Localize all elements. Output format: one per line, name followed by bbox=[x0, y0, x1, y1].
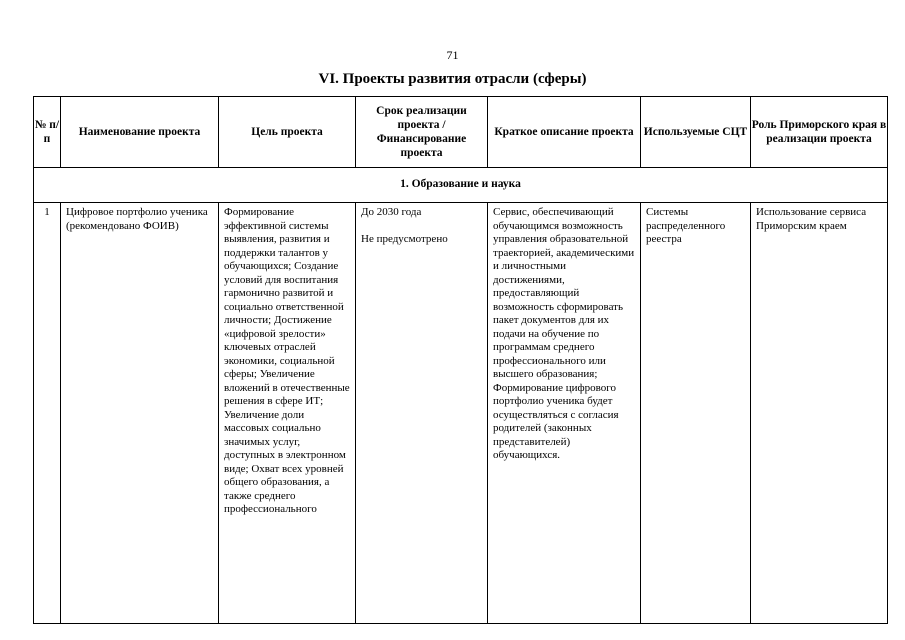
projects-table bbox=[33, 96, 888, 624]
header-name: Наименование проекта bbox=[61, 97, 219, 168]
page-number: 71 bbox=[446, 48, 459, 62]
header-goal: Цель проекта bbox=[219, 97, 356, 168]
cell-description bbox=[488, 203, 641, 624]
section-title: VI. Проекты развития отрасли (сферы) bbox=[318, 71, 587, 87]
project-name: Цифровое портфолио ученика (рекомендовано ФОИВ) bbox=[66, 206, 208, 232]
project-systems: Системы распределенного реестра bbox=[646, 206, 726, 245]
header-role: Роль Приморского края в реализации проекта bbox=[751, 97, 888, 168]
row-num: 1 bbox=[44, 206, 50, 218]
cell-name bbox=[61, 203, 219, 624]
header-deadline: Срок реализации проекта / Финансирование проекта bbox=[356, 97, 488, 168]
header-systems: Используемые СЦТ bbox=[641, 97, 751, 168]
project-description: Сервис, обеспечивающий обучающимся возможность управления образовательной траекторией, академическими и личностными достижениями, предоставляющий возможность сформировать пакет документов для их подачи на обучение по программам среднего профессионального или высшего образования; Формирование цифрового портфолио ученика будет осуществляться с согласия родителей (законных представителей) обучающихся. bbox=[493, 206, 635, 461]
project-deadline: До 2030 года bbox=[361, 206, 422, 218]
table-row bbox=[34, 203, 888, 624]
category-row bbox=[34, 168, 888, 203]
cell-deadline bbox=[356, 203, 488, 624]
header-description: Краткое описание проекта bbox=[488, 97, 641, 168]
project-financing: Не предусмотрено bbox=[361, 233, 448, 245]
header-num: № п/п bbox=[34, 97, 61, 168]
cell-num bbox=[34, 203, 61, 624]
cell-role bbox=[751, 203, 888, 624]
cell-systems bbox=[641, 203, 751, 624]
project-role: Использование сервиса Приморским краем bbox=[756, 206, 867, 232]
cell-goal bbox=[219, 203, 356, 624]
category-cell: 1. Образование и наука bbox=[34, 168, 888, 203]
table-header-row bbox=[34, 97, 888, 168]
project-goal: Формирование эффективной системы выявления, развития и поддержки талантов у обучающихся; Создание условий для воспитания гармонично развитой и социально ответственной личности; Достижение «цифровой зрелости» ключевых отраслей экономики, социальной сферы; Увеличение вложений в отечественные решения в сфере ИТ; Увеличение доли массовых социально значимых услуг, доступных в электронном виде; Охват всех уровней общего образования, а также среднего профессионального bbox=[224, 206, 350, 515]
